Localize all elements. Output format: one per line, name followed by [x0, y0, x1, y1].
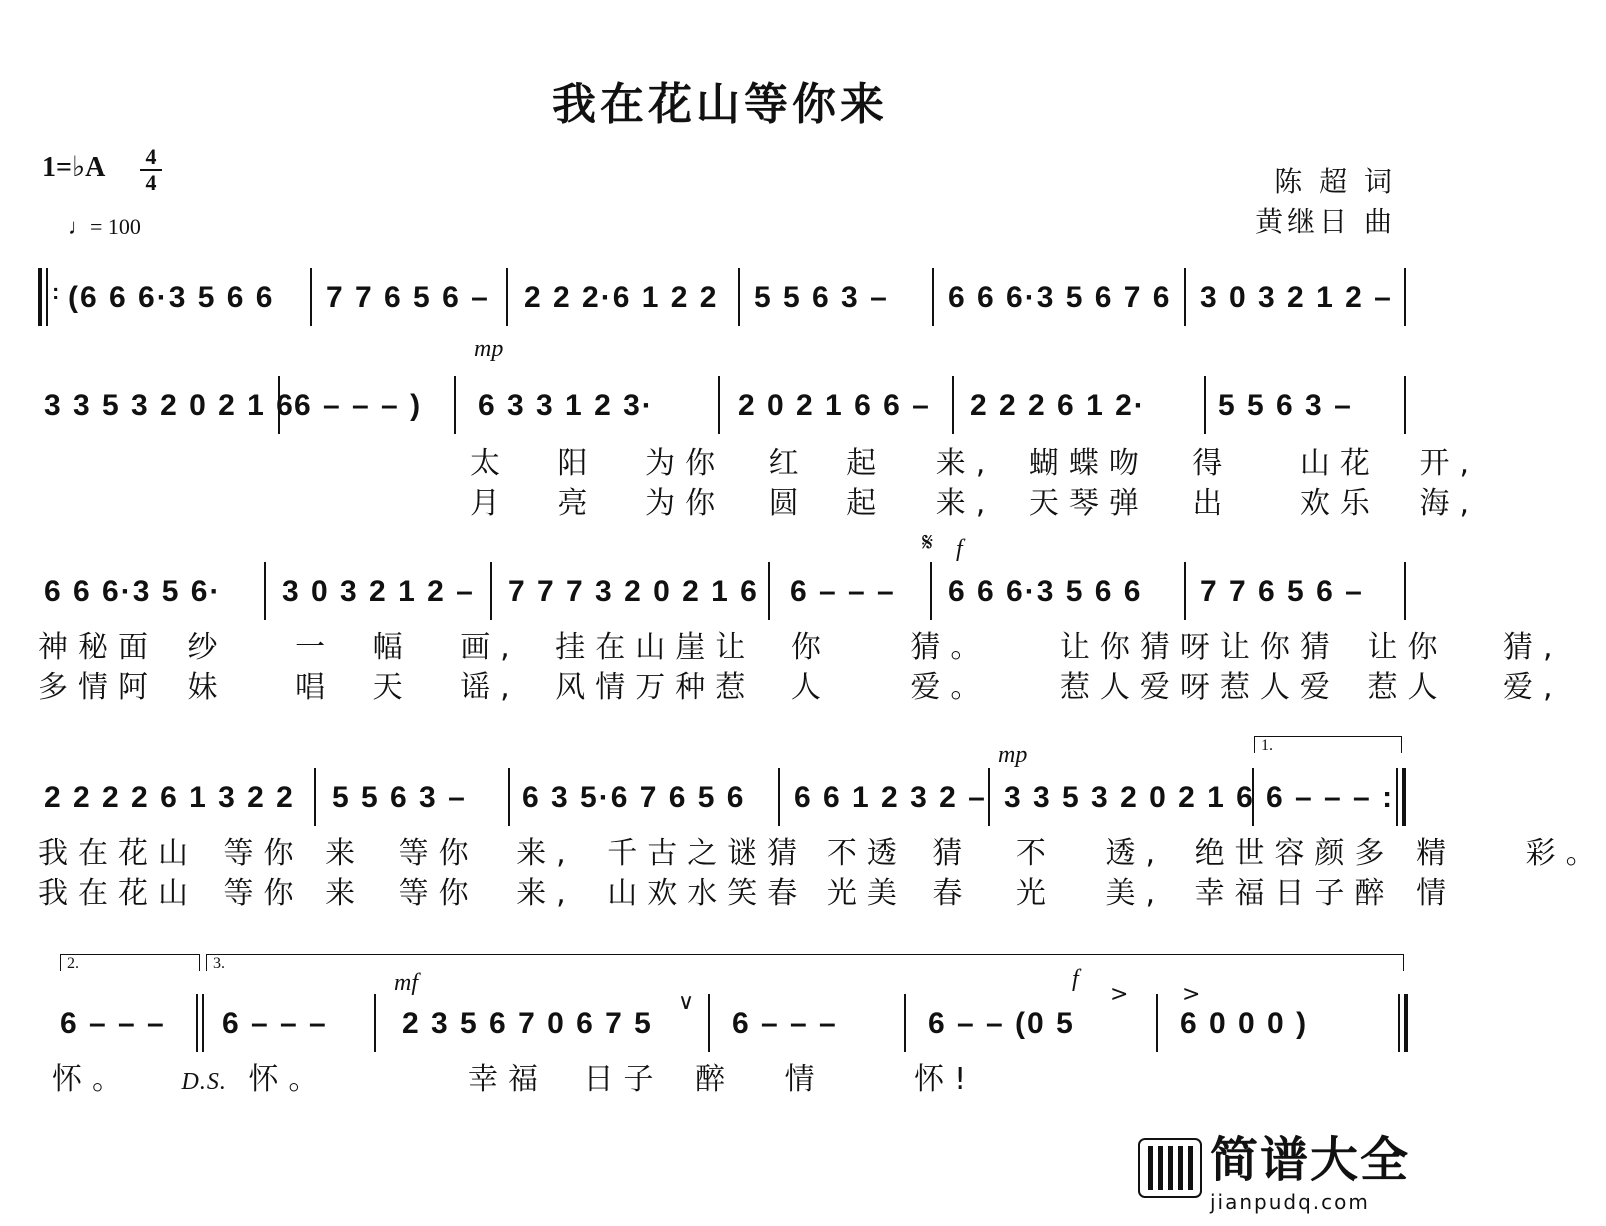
lyric: 等你: [398, 876, 479, 911]
lyric: 起: [846, 446, 887, 481]
lyric: 绝世容颜多: [1194, 836, 1395, 871]
lyric: 风情万种惹: [555, 670, 756, 705]
barline: [508, 768, 510, 826]
lyric-line: [38, 828, 1606, 872]
staff-row-5: [38, 994, 1408, 1054]
lyric: 等你: [223, 876, 304, 911]
measure: 3 0 3 2 1 2 –: [1200, 281, 1393, 314]
final-barline: [1404, 994, 1408, 1052]
lyric: 美,: [1105, 876, 1166, 911]
tempo-marking: ♩= 100: [68, 214, 141, 239]
lyric: 让你: [1367, 630, 1448, 665]
lyric: 猜: [932, 836, 973, 871]
lyric: 来: [325, 836, 366, 871]
barline: [738, 268, 740, 326]
measure: 7 7 7 3 2 0 2 1 6: [508, 575, 759, 608]
measure: 3 0 3 2 1 2 –: [282, 575, 475, 608]
barline: [196, 994, 198, 1052]
barline: [932, 268, 934, 326]
barline: [1396, 768, 1398, 826]
measure: 6 3 3 1 2 3·: [478, 389, 654, 422]
lyric: 爱。: [910, 670, 991, 705]
logo-url: jianpudq.com: [1209, 1190, 1370, 1214]
measure: 6 – – (0 5: [928, 1007, 1075, 1040]
barline: [718, 376, 720, 434]
lyric: 起: [846, 486, 887, 521]
lyric: 天: [372, 670, 413, 705]
dynamic-mark: mp: [474, 336, 504, 362]
measure: 2 2 2 6 1 2·: [970, 389, 1146, 422]
lyric: 你: [790, 630, 831, 665]
lyric: 太: [470, 446, 510, 481]
lyric: 一: [295, 630, 336, 665]
lyric-line: [470, 478, 1479, 522]
measure: 2 2 2 2 6 1 3 2 2: [44, 781, 295, 814]
lyric: 谣,: [460, 670, 520, 705]
repeat-dots: :: [52, 279, 62, 304]
measure: 7 7 6 5 6 –: [1200, 575, 1364, 608]
barline: [46, 268, 48, 326]
lyric: 猜,: [1503, 630, 1563, 665]
staff-row-2: [38, 376, 1408, 436]
lyric: 怀!: [914, 1062, 977, 1097]
lyric: 画,: [460, 630, 520, 665]
barline: [490, 562, 492, 620]
lyric-line: [38, 662, 1563, 706]
lyric: 为你: [645, 486, 726, 521]
barline: [1404, 268, 1406, 326]
lyric: 来,: [935, 486, 996, 521]
lyric: 惹人: [1367, 670, 1448, 705]
barline: [278, 376, 280, 434]
barline: [1252, 768, 1254, 826]
barline: [1404, 562, 1406, 620]
lyric: 等你: [398, 836, 479, 871]
lyric: 我在花山: [38, 876, 198, 911]
measure: 2 2 2·6 1 2 2: [524, 281, 719, 314]
lyric: 出: [1192, 486, 1233, 521]
lyric: 人: [790, 670, 831, 705]
dynamic-mark: f: [1072, 966, 1079, 992]
lyric: 亮: [557, 486, 598, 521]
lyric: 开,: [1419, 446, 1480, 481]
volta-1: 1.: [1254, 736, 1402, 753]
lyric: 来: [325, 876, 366, 911]
lyric: 情: [1416, 876, 1457, 911]
barline: [1404, 376, 1406, 434]
measure: 6 – – –: [222, 1007, 328, 1040]
lyric: 阳: [557, 446, 598, 481]
barline: [1398, 994, 1400, 1052]
lyric: 等你: [223, 836, 304, 871]
measure: 5 5 6 3 –: [1218, 389, 1353, 422]
barline: [930, 562, 932, 620]
lyric: 纱: [187, 630, 228, 665]
measure: 6 6 1 2 3 2 –: [794, 781, 987, 814]
time-signature-bottom: 4: [145, 170, 157, 195]
lyric: 让你猜呀让你猜: [1059, 630, 1340, 665]
accent-mark: >: [1110, 982, 1129, 1007]
lyric: 神秘面: [38, 630, 158, 665]
volta-3: 3.: [206, 954, 1404, 971]
piano-keys-icon: [1138, 1138, 1202, 1198]
barline: [374, 994, 376, 1052]
lyric: 精: [1416, 836, 1457, 871]
measure: 6 – – –: [790, 575, 896, 608]
barline: [202, 994, 204, 1052]
site-logo[interactable]: [1138, 1121, 1410, 1214]
segno-sign: 𝄋: [922, 528, 934, 558]
barline: [988, 768, 990, 826]
lyric: 山花: [1299, 446, 1380, 481]
key-signature: 1=♭A: [42, 152, 106, 183]
measure: 2 3 5 6 7 0 6 7 5: [402, 1007, 653, 1040]
barline: [1184, 268, 1186, 326]
lyric: 怀。: [52, 1062, 132, 1097]
accent-mark: >: [1182, 982, 1201, 1007]
lyric: 怀。: [248, 1062, 329, 1097]
measure: 6 3 5·6 7 6 5 6: [522, 781, 746, 814]
lyric: 唱: [295, 670, 336, 705]
measure: (6 6 6·3 5 6 6: [68, 281, 275, 314]
song-title: 我在花山等你来: [552, 79, 888, 130]
lyric: 多情阿: [38, 670, 158, 705]
barline: [310, 268, 312, 326]
lyricist-credit: 陈 超 词: [1274, 165, 1396, 198]
barline: [1184, 562, 1186, 620]
measure: 5 5 6 3 –: [754, 281, 889, 314]
lyric: 不透: [826, 836, 907, 871]
lyric: 蝴蝶吻: [1028, 446, 1149, 481]
lyric: 情: [784, 1062, 825, 1097]
lyric: 我在花山: [38, 836, 198, 871]
lyric: 月: [470, 486, 510, 521]
dynamic-mark: mf: [394, 970, 418, 996]
lyric: 日子: [583, 1062, 664, 1097]
barline: [708, 994, 710, 1052]
lyric: 爱,: [1503, 670, 1563, 705]
barline: [952, 376, 954, 434]
measure: 2 0 2 1 6 6 –: [738, 389, 931, 422]
lyric: 春: [932, 876, 973, 911]
ds-marking: D.S.: [181, 1069, 227, 1095]
measure: 6 – – –: [732, 1007, 838, 1040]
barline: [506, 268, 508, 326]
lyric: 得: [1192, 446, 1233, 481]
lyric: 海,: [1419, 486, 1480, 521]
lyric: 来,: [935, 446, 996, 481]
barline: [904, 994, 906, 1052]
measure: 6 – – – :: [1266, 781, 1395, 814]
breath-mark: ∨: [678, 990, 695, 1015]
measure: 6 – – – ): [294, 389, 423, 422]
dynamic-mark: mp: [998, 742, 1028, 768]
lyric: 猜。: [910, 630, 991, 665]
lyric: 惹人爱呀惹人爱: [1059, 670, 1340, 705]
lyric: 来,: [516, 876, 576, 911]
barline: [1156, 994, 1158, 1052]
lyric: 山欢水笑春: [607, 876, 808, 911]
volta-2: 2.: [60, 954, 200, 971]
repeat-start-barline: [38, 268, 42, 326]
staff-row-3: [38, 562, 1408, 622]
measure: 3 3 5 3 2 0 2 1 6: [1004, 781, 1255, 814]
measure: 7 7 6 5 6 –: [326, 281, 490, 314]
lyric: 圆: [768, 486, 809, 521]
dynamic-mark: f: [956, 536, 963, 562]
lyric-line: [470, 438, 1479, 482]
lyric: 彩。: [1525, 836, 1606, 871]
barline: [768, 562, 770, 620]
barline: [778, 768, 780, 826]
barline: [454, 376, 456, 434]
measure: 6 6 6·3 5 6·: [44, 575, 222, 608]
lyric: 醉: [695, 1062, 736, 1097]
lyric: 红: [768, 446, 809, 481]
measure: 3 3 5 3 2 0 2 1 6: [44, 389, 295, 422]
lyric: 来,: [516, 836, 576, 871]
composer-credit: 黄继日 曲: [1255, 205, 1396, 238]
lyric-line: [52, 1054, 976, 1098]
lyric: 千古之谜猜: [607, 836, 808, 871]
barline: [1204, 376, 1206, 434]
lyric: 透,: [1105, 836, 1166, 871]
lyric: 不: [1015, 836, 1056, 871]
lyric: 为你: [645, 446, 726, 481]
lyric: 欢乐: [1299, 486, 1380, 521]
measure: 6 – – –: [60, 1007, 166, 1040]
lyric: 幸福日子醉: [1194, 876, 1395, 911]
staff-row-1: [38, 268, 1408, 328]
lyric-line: [38, 868, 1456, 912]
lyric: 光美: [826, 876, 907, 911]
lyric: 幸福: [467, 1062, 548, 1097]
lyric: 幅: [372, 630, 413, 665]
time-signature: [140, 146, 162, 194]
repeat-end-barline: [1402, 768, 1406, 826]
lyric: 妹: [187, 670, 228, 705]
measure: 5 5 6 3 –: [332, 781, 467, 814]
staff-row-4: [38, 768, 1408, 828]
lyric: 光: [1015, 876, 1056, 911]
measure: 6 0 0 0 ): [1180, 1007, 1309, 1040]
measure: 6 6 6·3 5 6 6: [948, 575, 1143, 608]
time-signature-top: 4: [145, 144, 157, 169]
lyric-line: [38, 622, 1563, 666]
measure: 6 6 6·3 5 6 7 6: [948, 281, 1172, 314]
barline: [314, 768, 316, 826]
lyric: 天琴弹: [1028, 486, 1149, 521]
logo-name: 简谱大全: [1209, 1132, 1410, 1188]
lyric: 挂在山崖让: [555, 630, 756, 665]
barline: [264, 562, 266, 620]
